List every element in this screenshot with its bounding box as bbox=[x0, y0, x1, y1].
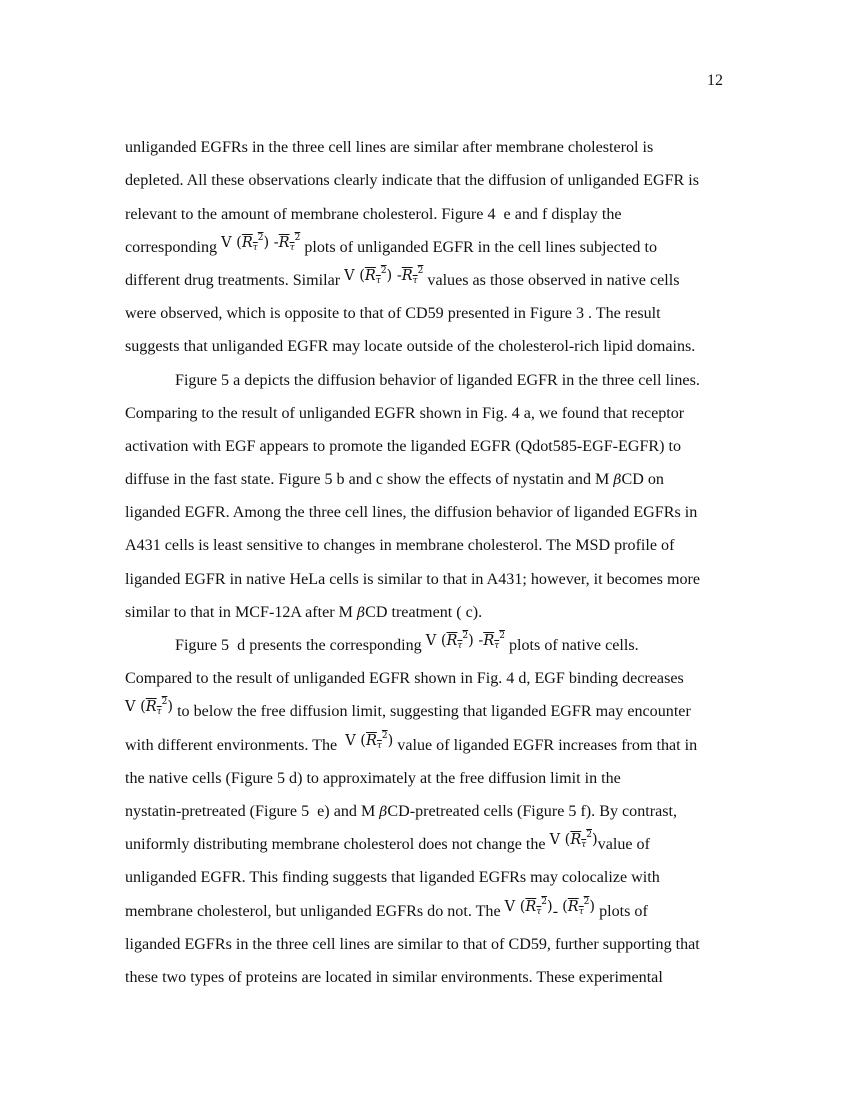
text-segment: Compared to the result of unliganded EGFR shown in Fig. 4 d, EGF binding decreases bbox=[125, 670, 684, 688]
text-segment: relevant to the amount of membrane cholesterol. Figure 4 e and f display the bbox=[125, 205, 622, 223]
text-line bbox=[125, 759, 725, 792]
text-segment: liganded EGFR. Among the three cell lines, the diffusion behavior of liganded EGFRs in bbox=[125, 504, 698, 522]
text-segment: different drug treatments. Similar bbox=[125, 271, 345, 289]
text-segment: CD on bbox=[621, 471, 664, 489]
text-segment: membrane cholesterol, but unliganded EGFRs do not. The bbox=[125, 902, 505, 920]
text-segment: nystatin-pretreated (Figure 5 e) and M bbox=[125, 802, 380, 820]
variance-vs-msd-formula: V $(R_\tau^2)$ $-R_\tau^2$ bbox=[425, 631, 505, 651]
body-text bbox=[125, 128, 725, 991]
text-segment: Figure 5 d presents the corresponding bbox=[175, 637, 426, 654]
text-segment: plots of unliganded EGFR in the cell lines subjected to bbox=[300, 238, 657, 256]
variance-formula: V $(R_\tau^2)$ bbox=[504, 896, 553, 917]
text-segment: were observed, which is opposite to that of CD59 presented in Figure 3 . The result bbox=[125, 305, 661, 323]
text-segment: suggests that unliganded EGFR may locate outside of the cholesterol-rich lipid domains. bbox=[125, 338, 696, 356]
text-line bbox=[125, 825, 725, 858]
beta-symbol: β bbox=[379, 803, 388, 820]
text-line bbox=[125, 659, 725, 692]
text-segment: unliganded EGFR. This finding suggests that liganded EGFRs may colocalize with bbox=[125, 869, 660, 887]
text-line bbox=[125, 692, 725, 725]
text-segment: - bbox=[552, 902, 563, 920]
text-segment: value of bbox=[597, 836, 650, 854]
text-segment: diffuse in the fast state. Figure 5 b and c show the effects of nystatin and M bbox=[125, 471, 614, 489]
text-line bbox=[125, 194, 725, 227]
text-segment: corresponding bbox=[125, 238, 222, 256]
beta-symbol: β bbox=[357, 604, 366, 621]
variance-vs-msd-formula: V $(R_\tau^2)$ $-R_\tau^2$ bbox=[221, 232, 301, 253]
paragraph-start-line bbox=[125, 360, 725, 393]
beta-symbol: β bbox=[613, 472, 622, 489]
text-line bbox=[125, 294, 725, 327]
text-segment: plots of bbox=[595, 902, 648, 920]
text-segment: to below the free diffusion limit, suggesting that liganded EGFR may encounter bbox=[173, 703, 691, 721]
text-line bbox=[125, 261, 725, 294]
variance-vs-msd-formula: V $(R_\tau^2)$ $-R_\tau^2$ bbox=[344, 265, 424, 286]
text-line bbox=[125, 925, 725, 958]
text-line bbox=[125, 327, 725, 360]
text-segment: depleted. All these observations clearly indicate that the diffusion of unliganded EGFR is bbox=[125, 172, 700, 190]
page-number: 12 bbox=[707, 72, 723, 89]
text-line bbox=[125, 526, 725, 559]
text-segment: values as those observed in native cells bbox=[423, 271, 680, 289]
text-line bbox=[125, 725, 725, 758]
paragraph-start-line bbox=[125, 626, 725, 659]
text-line bbox=[125, 128, 725, 161]
text-segment: CD-pretreated cells (Figure 5 f). By contrast, bbox=[387, 802, 677, 820]
variance-formula: V $(R_\tau^2)$ bbox=[125, 697, 174, 718]
text-line bbox=[125, 958, 725, 991]
text-line bbox=[125, 427, 725, 460]
text-line bbox=[125, 593, 725, 626]
text-segment: Comparing to the result of unliganded EGFR shown in Fig. 4 a, we found that receptor bbox=[125, 404, 685, 422]
text-line bbox=[125, 228, 725, 261]
text-line bbox=[125, 161, 725, 194]
text-segment: value of liganded EGFR increases from that in bbox=[393, 736, 698, 754]
text-segment: activation with EGF appears to promote the liganded EGFR (Qdot585-EGF-EGFR) to bbox=[125, 437, 682, 455]
text-line bbox=[125, 792, 725, 825]
text-segment: with different environments. The bbox=[125, 736, 346, 754]
text-segment: uniformly distributing membrane cholesterol does not change the bbox=[125, 836, 550, 854]
text-line bbox=[125, 460, 725, 493]
text-line bbox=[125, 858, 725, 891]
msd-formula: $(R_\tau^2)$ bbox=[562, 896, 596, 917]
text-segment: liganded EGFR in native HeLa cells is similar to that in A431; however, it becomes more bbox=[125, 570, 701, 588]
text-segment: unliganded EGFRs in the three cell lines are similar after membrane cholesterol is bbox=[125, 139, 654, 157]
text-line bbox=[125, 493, 725, 526]
text-segment: these two types of proteins are located in similar environments. These experimental bbox=[125, 968, 663, 986]
text-segment: similar to that in MCF-12A after M bbox=[125, 603, 357, 621]
text-line bbox=[125, 394, 725, 427]
variance-formula: V $(R_\tau^2)$ bbox=[549, 830, 598, 851]
text-segment: plots of native cells. bbox=[504, 637, 639, 654]
text-segment: CD treatment ( c). bbox=[365, 603, 483, 621]
text-segment: the native cells (Figure 5 d) to approximately at the free diffusion limit in the bbox=[125, 769, 621, 787]
text-segment: liganded EGFRs in the three cell lines are similar to that of CD59, further supporting that bbox=[125, 935, 700, 953]
text-line bbox=[125, 891, 725, 924]
text-segment: Figure 5 a depicts the diffusion behavior of liganded EGFR in the three cell lines. bbox=[175, 371, 700, 389]
text-line bbox=[125, 559, 725, 592]
text-segment: A431 cells is least sensitive to changes in membrane cholesterol. The MSD profile of bbox=[125, 537, 675, 555]
variance-formula: V $(R_\tau^2)$ bbox=[345, 730, 394, 751]
